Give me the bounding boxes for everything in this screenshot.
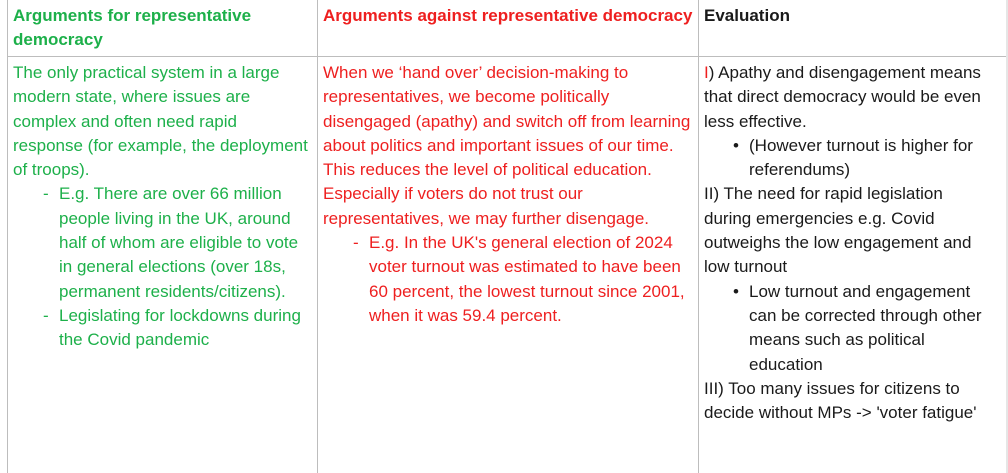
numeral-i: I (704, 63, 709, 82)
header-for: Arguments for representative democracy (13, 6, 252, 50)
header-row-divider (7, 56, 1008, 57)
against-sub-point-text: E.g. In the UK's general election of 2024 voter turnout was estimated to have been 60 percent, the lowest turnout since 2001, when it was 59.4 percent. (369, 233, 685, 325)
evaluation-bullet: • Low turnout and engagement can be corrected through other means such as political education (733, 281, 982, 374)
against-sub-point (323, 231, 693, 328)
against-intro: When we ‘hand over’ decision-making to representatives, we become politically disengaged (apathy) and switch off from learning about politics and important issues of our time. This reduces the level of political education. Especially if voters do not trust our representatives, we may further disengage. (323, 63, 691, 228)
bullet-marker: • (733, 135, 739, 155)
evaluation-point-3: III) Too many issues for citizens to decide without MPs -> 'voter fatigue' (704, 378, 977, 423)
evaluation-bullet: • (However turnout is higher for referendums) (733, 135, 973, 180)
bullet-marker: • (733, 281, 739, 301)
dash-marker: - (43, 184, 49, 204)
column-divider-2 (698, 0, 699, 473)
dash-marker: - (353, 233, 359, 253)
for-sub-point (13, 182, 310, 303)
dash-marker: - (43, 305, 49, 325)
against-column (323, 61, 693, 328)
for-intro: The only practical system in a large modern state, where issues are complex and often need rapid response (for example, the deployment of troops). (13, 63, 308, 180)
for-sub-point (13, 304, 310, 353)
evaluation-point-2: II) The need for rapid legislation during emergencies e.g. Covid outweighs the low engagement and low turnout (704, 184, 972, 277)
for-column (13, 61, 310, 353)
evaluation-point-1: I) Apathy and disengagement means that direct democracy would be even less effective. (704, 63, 981, 131)
for-sub-point-text: Legislating for lockdowns during the Covid pandemic (59, 305, 301, 350)
table-border-left (7, 0, 8, 473)
for-sub-point-text: E.g. There are over 66 million people living in the UK, around half of whom are eligible to vote in general elections (over 18s, permanent residents/citizens). (59, 184, 299, 301)
header-evaluation: Evaluation (704, 6, 790, 25)
header-against: Arguments against representative democracy (323, 6, 693, 25)
column-divider-1 (317, 0, 318, 473)
evaluation-column (704, 61, 988, 425)
